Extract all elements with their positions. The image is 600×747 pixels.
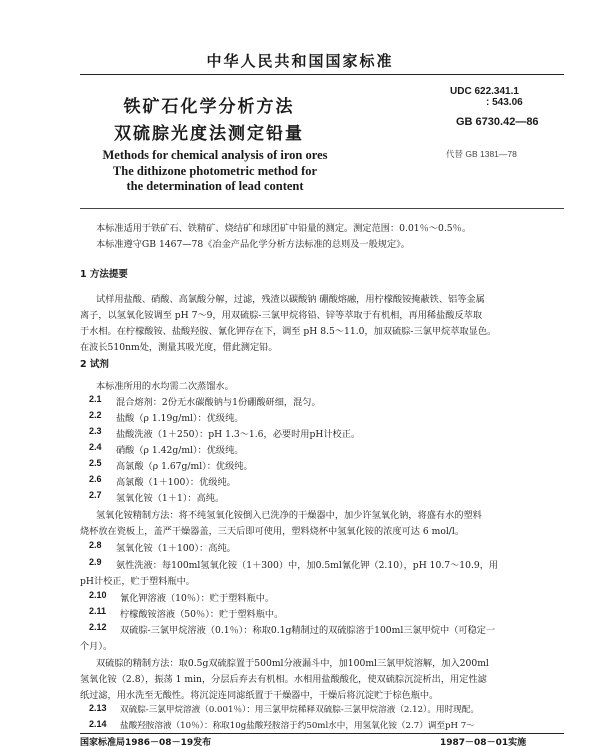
en-title-line-3: the determination of lead content bbox=[126, 179, 304, 193]
replaces-standard: 代替 GB 1381—78 bbox=[446, 149, 517, 159]
section-1-line-1: 试样用盐酸、硝酸、高氯酸分解，过滤，残渣以碳酸钠 硼酸熔融，用柠檬酸铵掩蔽铁、铝等金属 bbox=[96, 294, 485, 305]
item-text: 柠檬酸铵溶液（50％）：贮于塑料瓶中。 bbox=[120, 609, 284, 620]
item-number: 2.10 bbox=[89, 590, 107, 600]
item-2-9-line-1: 氨性洗液：每100ml氢氧化铵（1＋300）中，加0.5ml氰化钾（2.10），pH 10.7～10.9，用 bbox=[116, 560, 499, 571]
scope-line-1: 本标准适用于铁矿石、铁精矿、烧结矿和球团矿中铅量的测定。测定范围：0.01％～0.5％。 bbox=[96, 223, 472, 234]
item-number: 2.1 bbox=[89, 394, 102, 404]
item-text: 双硫腙-三氯甲烷溶液（0.001％）：用三氯甲烷稀释双硫腙-三氯甲烷溶液（2.12）。用时现配。 bbox=[120, 705, 479, 715]
item-number: 2.13 bbox=[89, 703, 107, 713]
header-rule bbox=[80, 74, 564, 75]
gb-standard-number: GB 6730.42—86 bbox=[456, 116, 539, 128]
item-text: 混合熔剂：2份无水碳酸钠与1份硼酸研细，混匀。 bbox=[116, 397, 321, 408]
item-number: 2.2 bbox=[89, 410, 102, 420]
item-number: 2.8 bbox=[89, 540, 102, 550]
implementation-date: 1987－08－01实施 bbox=[440, 738, 527, 747]
item-text: 氢氧化铵（1＋1）：高纯。 bbox=[116, 493, 225, 504]
dithizone-purification-line-1: 双硫腙的精制方法：取0.5g双硫腙置于500ml分液漏斗中，加100ml三氯甲烷溶解，加入200ml bbox=[96, 658, 489, 669]
section-2-intro: 本标准所用的水均需二次蒸馏水。 bbox=[96, 381, 234, 392]
item-number: 2.9 bbox=[89, 557, 102, 567]
section-1-line-3: 于水相。在柠檬酸铵、盐酸羟胺、氰化钾存在下，调至 pH 8.5～11.0，加双硫腙-三氯甲烷萃取显色。 bbox=[80, 326, 497, 337]
issued-date: 国家标准局1986－08－19发布 bbox=[80, 738, 212, 747]
section-1-heading: 1 方法提要 bbox=[80, 269, 128, 280]
dithizone-purification-line-3: 纸过滤，用水洗至无酸性。将沉淀连同滤纸置于干燥器中，干燥后将沉淀贮于棕色瓶中。 bbox=[80, 690, 439, 701]
zh-title-line-1: 铁矿石化学分析方法 bbox=[123, 97, 295, 117]
title-divider bbox=[80, 208, 564, 209]
item-number: 2.6 bbox=[89, 474, 102, 484]
scope-line-2: 本标准遵守GB 1467—78《冶金产品化学分析方法标准的总则及一般规定》。 bbox=[96, 239, 410, 250]
item-number: 2.12 bbox=[89, 622, 107, 632]
item-number: 2.5 bbox=[89, 458, 102, 468]
item-text: 高氯酸（ρ 1.67g/ml）：优级纯。 bbox=[116, 461, 253, 472]
item-text: 盐酸洗液（1＋250）：pH 1.3～1.6，必要时用pH计校正。 bbox=[116, 429, 361, 440]
footer-rule bbox=[80, 733, 564, 734]
standard-body-title: 中华人民共和国国家标准 bbox=[206, 52, 394, 70]
item-number: 2.7 bbox=[89, 490, 102, 500]
item-text: 盐酸（ρ 1.19g/ml）：优级纯。 bbox=[116, 413, 244, 424]
en-title-line-2: The dithizone photometric method for bbox=[112, 164, 318, 178]
item-text: 氰化钾溶液（10％）：贮于塑料瓶中。 bbox=[120, 593, 275, 604]
dithizone-purification-line-2: 氢氧化铵（2.8），振荡 1 min，分层后弃去有机相。水相用盐酸酸化，使双硫腙沉淀析出，用定性滤 bbox=[80, 674, 487, 685]
section-1-line-4: 在波长510nm处，测量其吸光度，借此测定铅。 bbox=[80, 342, 278, 353]
item-2-12-line-2: 个月）。 bbox=[80, 641, 113, 652]
item-text: 氢氧化铵（1＋100）：高纯。 bbox=[116, 543, 236, 554]
ammonia-purification-line-2: 烧杯放在瓷板上，盖严干燥器盖，三天后即可使用，塑料烧杯中氢氧化铵的浓度可达 6 mol/l。 bbox=[80, 526, 465, 537]
item-number: 2.4 bbox=[89, 442, 102, 452]
item-number: 2.11 bbox=[89, 606, 107, 616]
section-2-heading: 2 试剂 bbox=[80, 359, 109, 370]
item-number: 2.14 bbox=[89, 719, 107, 729]
item-number: 2.3 bbox=[89, 426, 102, 436]
udc-code-continuation: : 543.06 bbox=[486, 97, 523, 108]
item-text: 盐酸羟胺溶液（10％）：称取10g盐酸羟胺溶于约50ml水中，用氢氧化铵（2.7）调至pH 7～ bbox=[120, 721, 475, 731]
item-2-12-line-1: 双硫腙-三氯甲烷溶液（0.1％）：称取0.1g精制过的双硫腙溶于100ml三氯甲烷中（可稳定一 bbox=[120, 625, 496, 636]
item-text: 硝酸（ρ 1.42g/ml）：优级纯。 bbox=[116, 445, 244, 456]
udc-code: UDC 622.341.1 bbox=[450, 86, 519, 97]
section-1-line-2: 离子，以氢氧化铵调至 pH 7～9，用双硫腙-三氯甲烷将铅、锌等萃取于有机相，再用稀盐酸反萃取 bbox=[80, 310, 483, 321]
ammonia-purification-line-1: 氢氧化铵精制方法：将不纯氢氧化铵倒入已洗净的干燥器中，加少许氢氧化钠，将盛有水的塑料 bbox=[96, 510, 482, 521]
zh-title-line-2: 双硫腙光度法测定铅量 bbox=[114, 124, 304, 144]
item-2-9-line-2: pH计校正，贮于塑料瓶中。 bbox=[80, 576, 195, 587]
en-title-line-1: Methods for chemical analysis of iron ores bbox=[102, 148, 328, 162]
item-text: 高氯酸（1＋100）：优级纯。 bbox=[116, 477, 236, 488]
